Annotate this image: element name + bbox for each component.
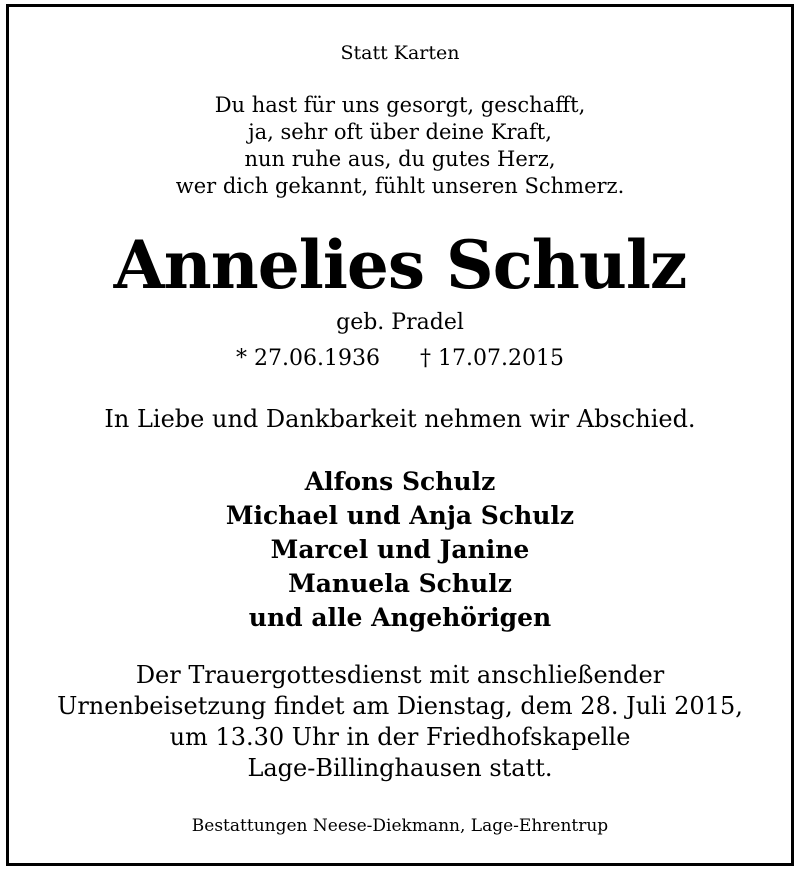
deceased-name: Annelies Schulz	[113, 226, 687, 304]
service-line: Lage-Billinghausen statt.	[247, 754, 553, 782]
service-line: Urnenbeisetzung findet am Dienstag, dem 28. Juli 2015,	[57, 692, 743, 720]
poem-line: nun ruhe aus, du gutes Herz,	[244, 147, 556, 171]
header-text: Statt Karten	[340, 42, 460, 64]
mourner: und alle Angehörigen	[248, 603, 552, 632]
birth-date: * 27.06.1936	[236, 346, 380, 371]
mourner: Alfons Schulz	[304, 467, 496, 496]
death-date: † 17.07.2015	[420, 346, 564, 371]
poem-line: wer dich gekannt, fühlt unseren Schmerz.	[175, 174, 625, 198]
service-line: Der Trauergottesdienst mit anschließender	[135, 661, 665, 689]
service-line: um 13.30 Uhr in der Friedhofskapelle	[169, 723, 631, 751]
birth-name: geb. Pradel	[336, 310, 464, 335]
poem-line: ja, sehr oft über deine Kraft,	[248, 120, 552, 144]
life-dates	[0, 346, 800, 371]
mourner: Marcel und Janine	[270, 535, 530, 564]
poem-line: Du hast für uns gesorgt, geschafft,	[214, 93, 586, 117]
farewell-text: In Liebe und Dankbarkeit nehmen wir Abschied.	[104, 405, 696, 433]
undertaker-text: Bestattungen Neese-Diekmann, Lage-Ehrentrup	[191, 816, 609, 836]
mourner: Michael und Anja Schulz	[225, 501, 575, 530]
mourner: Manuela Schulz	[288, 569, 512, 598]
